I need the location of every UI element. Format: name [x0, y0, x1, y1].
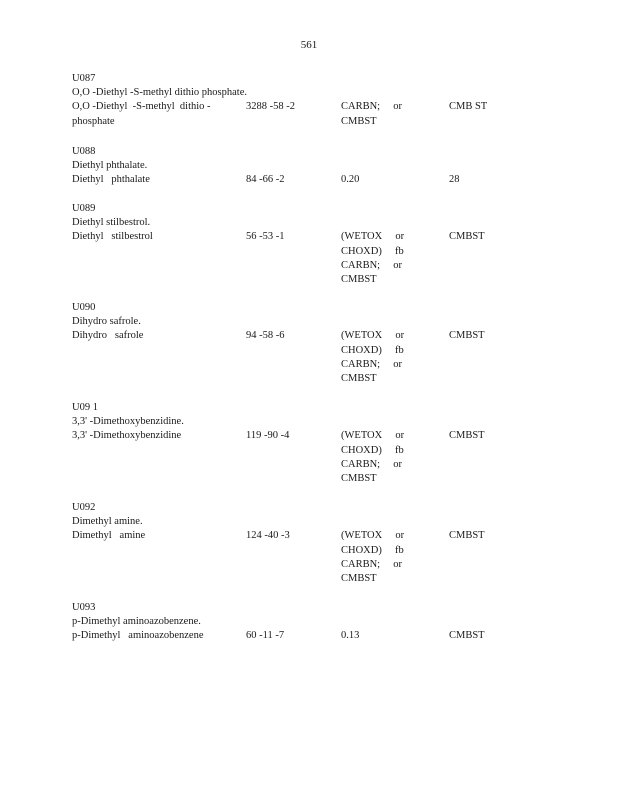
waste-code	[72, 72, 552, 86]
waste-code-text: U090	[72, 302, 96, 313]
constituent-row	[72, 429, 552, 486]
constituent-row	[72, 100, 552, 128]
constituent-title: O,O -Diethyl -S-methyl dithio phosphate.	[72, 87, 247, 99]
waste-code	[72, 601, 552, 615]
waste-entry	[72, 601, 552, 644]
waste-entry	[72, 501, 552, 586]
constituent-name-line: Diethyl stilbestrol	[72, 231, 153, 243]
treatment-method-line: CMBST	[341, 572, 377, 584]
cas-number: 56 -53 -1	[246, 231, 285, 243]
constituent-name-line: p-Dimethyl aminoazobenzene	[72, 630, 204, 642]
constituent-title: p-Dimethyl aminoazobenzene.	[72, 616, 201, 628]
waste-code	[72, 202, 552, 216]
constituent-title-line	[72, 216, 552, 230]
constituent-title: Diethyl stilbestrol.	[72, 217, 151, 229]
treatment-standard: CMB ST	[449, 101, 488, 113]
treatment-method-line: CMBST	[341, 115, 377, 127]
waste-code	[72, 501, 552, 515]
waste-entry	[72, 202, 552, 287]
waste-code-text: U092	[72, 502, 96, 513]
treatment-method	[341, 529, 404, 586]
constituent-name-line: Dihydro safrole	[72, 330, 144, 342]
constituent-row	[72, 230, 552, 287]
waste-code-text: U088	[72, 146, 96, 157]
waste-code	[72, 401, 552, 415]
constituent-name-line: phosphate	[72, 115, 115, 127]
treatment-standard: CMBST	[449, 231, 485, 243]
waste-code-text: U087	[72, 73, 96, 84]
treatment-method-line: CMBST	[341, 472, 377, 484]
treatment-method-line: CARBN; or	[341, 259, 402, 271]
constituent-title-line	[72, 615, 552, 629]
constituent-name	[72, 429, 181, 443]
treatment-method-line: CARBN; or	[341, 358, 402, 370]
waste-code-text: U093	[72, 602, 96, 613]
treatment-method	[341, 230, 404, 287]
constituent-row	[72, 173, 552, 187]
waste-code-text: U09 1	[72, 402, 98, 413]
constituent-name-line: Diethyl phthalate	[72, 174, 150, 186]
constituent-title-line	[72, 415, 552, 429]
waste-entry	[72, 401, 552, 486]
constituent-title: Dimethyl amine.	[72, 516, 143, 528]
constituent-name	[72, 529, 145, 543]
constituent-title: 3,3' -Dimethoxybenzidine.	[72, 416, 184, 428]
treatment-standard: 28	[449, 174, 460, 186]
treatment-method-line: CARBN; or	[341, 101, 402, 113]
constituent-title-line	[72, 159, 552, 173]
treatment-method	[341, 429, 404, 486]
treatment-method	[341, 100, 402, 128]
constituent-title-line	[72, 515, 552, 529]
waste-code-text: U089	[72, 203, 96, 214]
waste-code	[72, 145, 552, 159]
constituent-row	[72, 629, 552, 643]
constituent-name-line: Dimethyl amine	[72, 530, 146, 542]
treatment-method-line: (WETOX or	[341, 231, 405, 243]
waste-entry	[72, 301, 552, 386]
treatment-method-line: CHOXD) fb	[341, 245, 404, 257]
treatment-standard: CMBST	[449, 530, 485, 542]
cas-number: 3288 -58 -2	[246, 101, 295, 113]
page-number: 561	[300, 39, 318, 51]
waste-entry	[72, 145, 552, 188]
constituent-name	[72, 230, 153, 244]
waste-entry	[72, 72, 552, 129]
treatment-standard: CMBST	[449, 430, 485, 442]
treatment-method-line: 0.13	[341, 630, 360, 642]
treatment-method	[341, 629, 359, 643]
cas-number: 94 -58 -6	[246, 330, 285, 342]
treatment-standard: CMBST	[449, 630, 485, 642]
treatment-method-line: CARBN; or	[341, 558, 402, 570]
cas-number: 119 -90 -4	[246, 430, 290, 442]
cas-number: 60 -11 -7	[246, 630, 285, 642]
constituent-title-line	[72, 315, 552, 329]
constituent-row	[72, 529, 552, 586]
treatment-method-line: CARBN; or	[341, 458, 402, 470]
treatment-method	[341, 329, 404, 386]
constituent-row	[72, 329, 552, 386]
treatment-method-line: (WETOX or	[341, 530, 405, 542]
treatment-standard: CMBST	[449, 330, 485, 342]
constituent-name	[72, 329, 143, 343]
constituent-name-line: O,O -Diethyl -S-methyl dithio -	[72, 101, 211, 113]
treatment-method-line: 0.20	[341, 174, 360, 186]
treatment-method-line: CMBST	[341, 273, 377, 285]
cas-number: 84 -66 -2	[246, 174, 285, 186]
constituent-title: Diethyl phthalate.	[72, 160, 148, 172]
cas-number: 124 -40 -3	[246, 530, 290, 542]
constituent-name-line: 3,3' -Dimethoxybenzidine	[72, 430, 182, 442]
treatment-method	[341, 173, 359, 187]
constituent-name	[72, 100, 211, 128]
constituent-title-line	[72, 86, 552, 100]
constituent-name	[72, 629, 204, 643]
treatment-method-line: CHOXD) fb	[341, 444, 404, 456]
treatment-method-line: CHOXD) fb	[341, 344, 404, 356]
treatment-method-line: CHOXD) fb	[341, 544, 404, 556]
constituent-title: Dihydro safrole.	[72, 316, 141, 328]
waste-code	[72, 301, 552, 315]
treatment-method-line: CMBST	[341, 372, 377, 384]
treatment-method-line: (WETOX or	[341, 430, 405, 442]
constituent-name	[72, 173, 150, 187]
treatment-method-line: (WETOX or	[341, 330, 405, 342]
